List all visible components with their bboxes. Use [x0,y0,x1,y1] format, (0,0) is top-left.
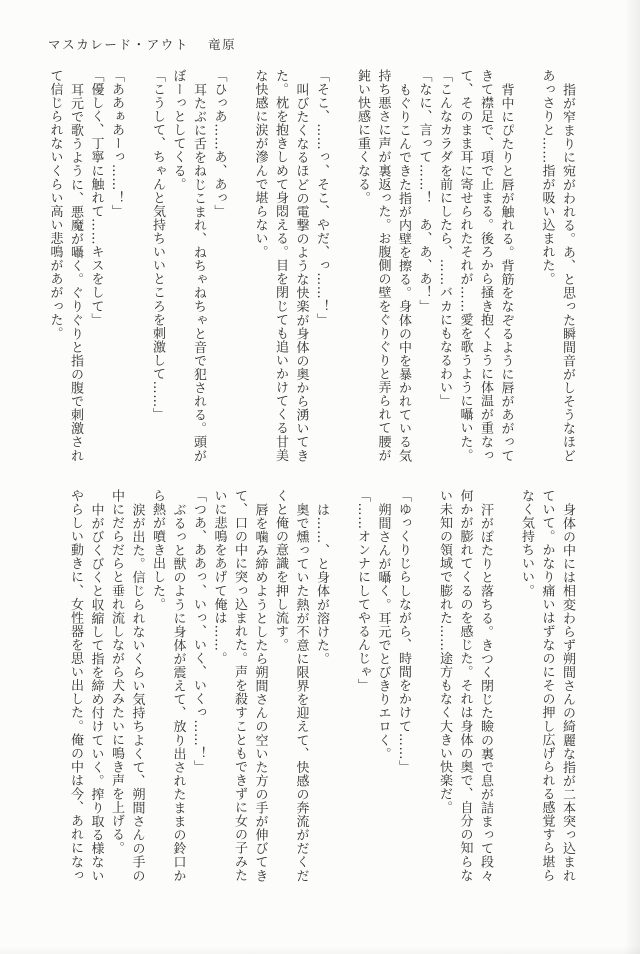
text-column: 持ち悪さに声が裏返った。お腹側の壁をぐりぐりと弄られて腰が [375,69,391,462]
text-column: ていて。かなり痛いはずなのにその押し広げられる感覚すら堪ら [539,489,555,882]
text-column: 「ゆっくりじらしながら、時間をかけて……」 [396,489,411,774]
text-column: くと俺の意識を押し流す。 [273,489,288,652]
text-column: 何かが膨れてくるのを感じた。それは身体の奥で、自分の知らな [457,489,473,882]
text-column: ぶるっと獣のように身体が震えて、放り出されたままの鈴口か [170,502,186,882]
text-column: 「ひっあ……あ、あっ」 [211,69,227,219]
text-column: 涙が出た。信じられないくらい気持ちよくて、朔間さんの手の [129,502,145,882]
text-column: 奥で燻っていた熱が不意に限界を迎えて、快感の奔流がだくだ [293,502,309,882]
text-column: ぼーっとしてくる。 [170,69,186,191]
text-column: 耳元で歌うように、悪魔が囁く。ぐりぐりと指の腹で刺激され [68,82,83,462]
vertical-text-block-top [44,69,577,473]
blank-column [229,69,250,473]
text-column: 耳たぶに舌をねじこまれ、ねちゃねちゃと音で犯される。頭が [191,82,206,462]
text-column: て、そのまま耳に寄せられたそれが……愛を歌うように囁いた。 [457,69,473,462]
text-column: なく気持ちいい。 [519,489,534,598]
text-column: やらしい動きに、女性器を思い出した。俺の中は今、あれになっ [68,489,83,882]
blank-column [331,489,352,903]
text-column: 唇を噛み締めようとしたら朔間さんの空いた方の手が伸びてき [252,502,268,882]
text-column: は……、と身体が溶けた。 [314,502,329,666]
blank-column [495,489,516,903]
text-column: きて襟足で、項で止まる。後ろから掻き抱くように体温が重なっ [478,69,493,462]
text-column: あっさりと……指が吸い込まれた。 [539,69,555,286]
blank-column [413,489,434,903]
author-name: 竜原 [208,37,237,52]
text-column: 中にだらだらと垂れ流しながら犬みたいに鳴き声を上げる。 [109,489,124,855]
blank-column [126,69,147,473]
text-column: 背中にぴたりと唇が触れる。背筋をなぞるように唇があがって [498,82,514,462]
text-column: もぐりこんできた指が内壁を擦る。身体の中を暴かれている気 [396,82,411,462]
text-column: 「優しく、丁寧に触れて……キスをして」 [88,69,104,327]
page-header [48,35,236,53]
text-column: な快感に涙が滲んで堪らない。 [252,69,268,259]
text-column: 汗がぽたりと落ちる。きつく閉じた瞼の裏で息が詰まって段々 [478,502,493,882]
page-title: マスカレード・アウト [48,37,190,52]
text-column: 「つあ、ああっ、いっ、いく、いくっ……！」 [191,489,206,774]
text-column: 身体の中には相変わらず朔間さんの綺麗な指が二本突っ込まれ [560,502,575,882]
text-column: 叫びたくなるほどの電撃のような快楽が身体の奥から湧いてき [293,82,309,462]
text-column: いに悲鳴をあげて俺は……。 [211,489,227,666]
blank-column [516,69,537,473]
text-column: 「なに、言って……！ あ、あ、あ！」 [416,69,432,313]
text-column: た。枕を抱きしめて身悶える。目を閉じても追いかけてくる甘美 [273,69,288,462]
text-column: て信じられないくらい高い悲鳴があがった。 [47,69,63,340]
vertical-text-block-bottom [65,489,578,903]
text-column: 朔間さんが囁く。耳元でとびきりエロく。 [375,502,391,760]
text-column: 鈍い快感に重くなる。 [355,69,370,205]
scan-edge-shadow [624,0,640,954]
text-column: ら熱が噴き出した。 [150,489,165,611]
text-column: 「ああぁあーっ……！」 [109,69,124,219]
text-column: 「そこ、……っ、そこ、やだ、っ……！」 [314,69,329,327]
text-column: 指が窄まりに宛がわれる。あ、と思った瞬間音がしそうなほど [560,82,575,462]
text-column: 「こんなカラダを前にしたら、……バカにもなるわい」 [437,69,452,408]
text-column: 「こうして、ちゃんと気持ちいいところを刺激して……」 [150,69,165,422]
text-column: 中がびくびくと収縮して指を締め付けていく。搾り取る様ない [88,502,104,882]
text-column: て、口の中に突っ込まれた。声を殺すこともできずに女の子みた [232,489,247,882]
scan-bottom-shadow [0,946,640,954]
text-column: 「……オンナにしてやるんじゃ」 [355,489,370,693]
text-column: い未知の領域で膨れた……途方もなく大きい快楽だ。 [437,489,452,815]
blank-column [331,69,352,473]
